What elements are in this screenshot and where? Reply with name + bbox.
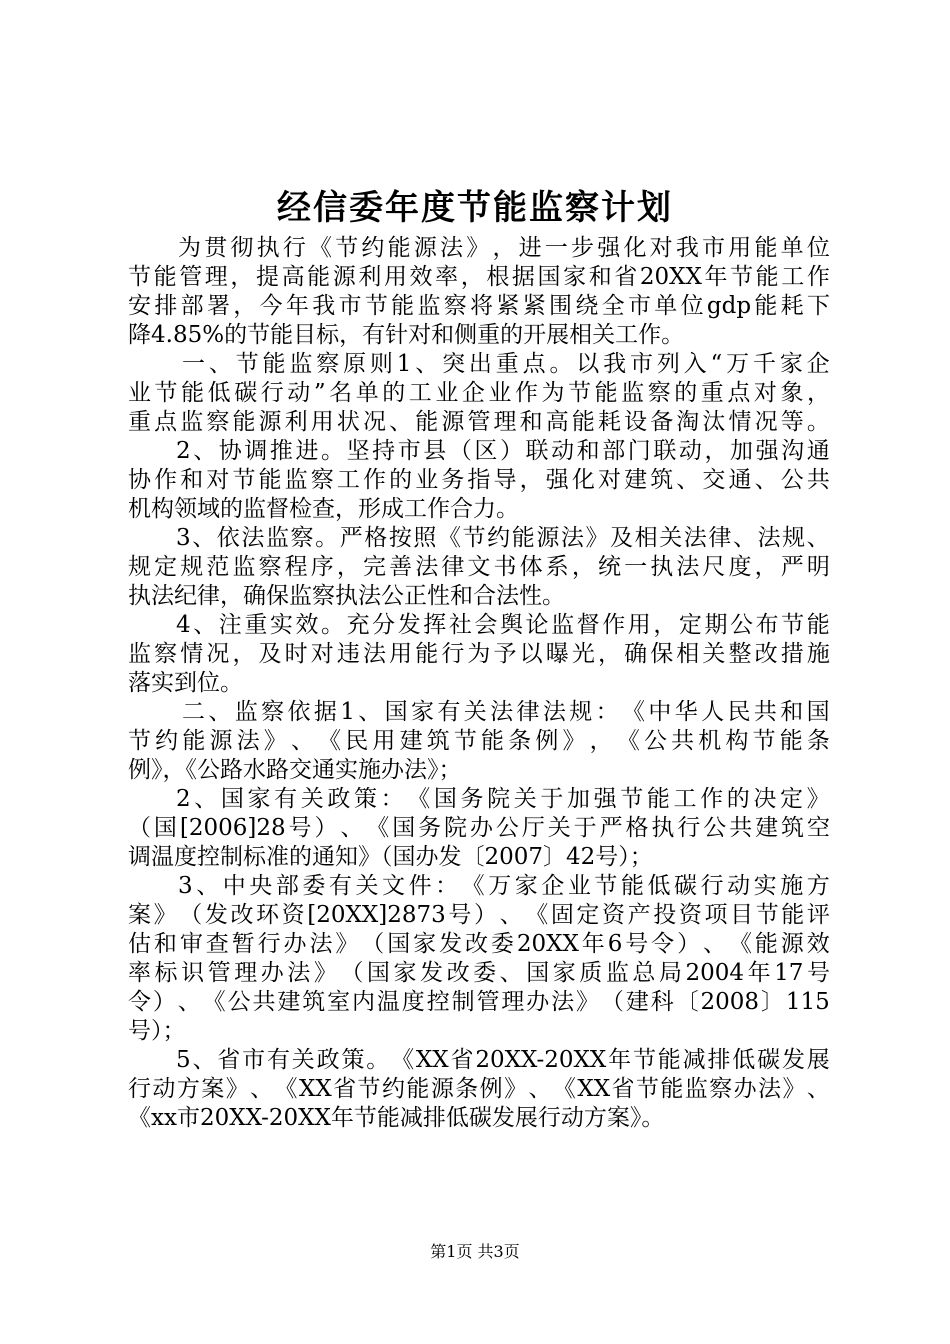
paragraph-line: 3 、 中 央 部 委 有 关 文 件 ： 《 万 家 企 业 节 能 低 碳 行 动 实 施 方 [178,873,830,899]
paragraph-line: 协 作 和 对 节 能 监 察 工 作 的 业 务 指 导 ， 强 化 对 建 筑 、 交 通 、 公 共 [128,467,830,493]
paragraph-line: 安 排 部 署 ， 今 年 我 市 节 能 监 察 将 紧 紧 围 绕 全 市 单 位 gdp 能 耗 下 [128,293,830,319]
paragraph-line: 落实到位。 [128,670,243,696]
paragraph-line: 重 点 监 察 能 源 利 用 状 况 、 能 源 管 理 和 高 能 耗 设 备 淘 汰 情 况 等 。 [128,409,830,435]
paragraph-line: 例》，《公路水路交通实施办法》； [128,757,462,783]
paragraph-line: 为 贯 彻 执 行 《 节 约 能 源 法 》 ， 进 一 步 强 化 对 我 市 用 能 单 位 [178,235,830,261]
paragraph-line: 二 、 监 察 依 据 1 、 国 家 有 关 法 律 法 规 ： 《 中 华 人 民 共 和 国 [182,699,830,725]
paragraph-line: 降4.85%的节能目标，有针对和侧重的开展相关工作。 [128,322,685,348]
paragraph-line: 执法纪律，确保监察执法公正性和合法性。 [128,583,565,609]
paragraph-line: 2 、 协 调 推 进 。 坚 持 市 县 （ 区 ） 联 动 和 部 门 联 动 ， 加 强 沟 通 [176,438,830,464]
paragraph-line: 调温度控制标准的通知》（国办发〔2007〕42号）； [128,844,653,870]
paragraph-line: 节 能 管 理 ， 提 高 能 源 利 用 效 率 ， 根 据 国 家 和 省 20XX 年 节 能 工 作 [128,264,830,290]
paragraph-line: 一 、 节 能 监 察 原 则 1 、 突 出 重 点 。 以 我 市 列 入 “ 万 千 家 企 [182,351,830,377]
paragraph-line: 业 节 能 低 碳 行 动 ” 名 单 的 工 业 企 业 作 为 节 能 监 察 的 重 点 对 象 ， [128,380,830,406]
paragraph-line: 号）； [128,1018,186,1044]
paragraph-line: 5 、 省 市 有 关 政 策 。 《 XX 省 20XX-20XX 年 节 能 减 排 低 碳 发 展 [176,1047,830,1073]
paragraph-line: 机构领域的监督检查，形成工作合力。 [128,496,519,522]
page-footer: 第1页 共3页 [430,1242,520,1261]
paragraph-line: 规 定 规 范 监 察 程 序 ， 完 善 法 律 文 书 体 系 ， 统 一 执 法 尺 度 ， 严 明 [128,554,830,580]
paragraph-line: 案 》 （ 发 改 环 资 [20XX]2873 号 ） 、 《 固 定 资 产 投 资 项 目 节 能 评 [128,902,830,928]
paragraph-line: 4 、 注 重 实 效 。 充 分 发 挥 社 会 舆 论 监 督 作 用 ， 定 期 公 布 节 能 [176,612,830,638]
paragraph-line: 估 和 审 查 暂 行 办 法 》 （ 国 家 发 改 委 20XX 年 6 号 令 ） 、 《 能 源 效 [128,931,830,957]
paragraph-line: （ 国 [2006]28 号 ） 、 《 国 务 院 办 公 厅 关 于 严 格 执 行 公 共 建 筑 空 [128,815,830,841]
paragraph-line: 行 动 方 案 》 、 《 XX 省 节 约 能 源 条 例 》 、 《 XX 省 节 能 监 察 办 法 》 、 [128,1076,830,1102]
page-title: 经信委年度节能监察计划 [277,188,673,228]
paragraph-line: 率 标 识 管 理 办 法 》 （ 国 家 发 改 委 、 国 家 质 监 总 局 2004 年 17 号 [128,960,830,986]
paragraph-line: 监 察 情 况 ， 及 时 对 违 法 用 能 行 为 予 以 曝 光 ， 确 保 相 关 整 改 措 施 [128,641,830,667]
paragraph-line: 令 ） 、 《 公 共 建 筑 室 内 温 度 控 制 管 理 办 法 》 （ 建 科 〔 2008 〕 115 [128,989,830,1015]
document-body [128,234,830,1133]
paragraph-line: 2 、 国 家 有 关 政 策 ： 《 国 务 院 关 于 加 强 节 能 工 作 的 决 定 》 [176,786,830,812]
paragraph-line: 3 、 依 法 监 察 。 严 格 按 照 《 节 约 能 源 法 》 及 相 关 法 律 、 法 规 、 [176,525,830,551]
paragraph-line: 《xx市20XX-20XX年节能减排低碳发展行动方案》。 [128,1105,665,1131]
paragraph-line: 节 约 能 源 法 》 、 《 民 用 建 筑 节 能 条 例 》 ， 《 公 共 机 构 节 能 条 [128,728,830,754]
